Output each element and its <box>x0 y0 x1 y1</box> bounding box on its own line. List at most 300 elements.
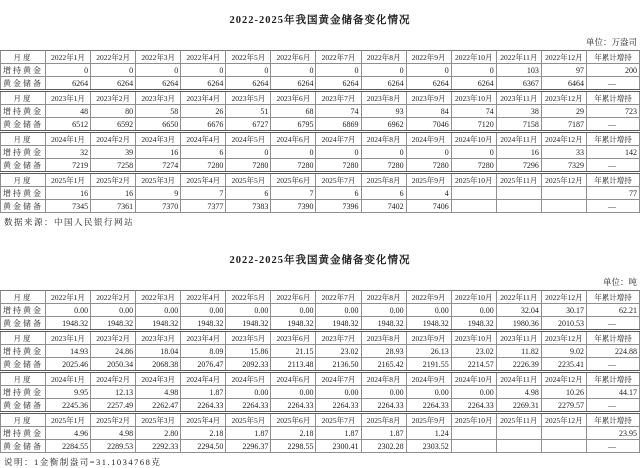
value-cell: 0.00 <box>406 304 451 317</box>
value-cell: 11.82 <box>496 345 541 358</box>
year-header-row-2025 <box>1 173 640 187</box>
total-cell: — <box>587 159 640 173</box>
value-cell <box>541 427 586 440</box>
month-header-cell: 2025年12月 <box>541 413 586 427</box>
value-cell: 0 <box>451 146 496 159</box>
value-cell: 2289.53 <box>91 440 136 453</box>
value-cell: 6264 <box>91 77 136 91</box>
increase-row-2025 <box>1 187 640 200</box>
value-cell: 2302.28 <box>361 440 406 453</box>
value-cell: 0.00 <box>226 304 271 317</box>
value-cell: 30.17 <box>541 304 586 317</box>
value-cell: 2068.38 <box>136 358 181 372</box>
reserve-row-2022 <box>1 317 640 331</box>
month-header-cell: 2022年10月 <box>451 51 496 64</box>
value-cell <box>451 187 496 200</box>
month-header-cell: 2025年3月 <box>136 173 181 187</box>
month-header-cell: 2025年12月 <box>541 173 586 187</box>
month-header-cell: 2025年6月 <box>271 413 316 427</box>
gold-reserve-table-ounces <box>0 50 640 213</box>
value-cell: 7377 <box>181 200 226 213</box>
value-cell: 1.24 <box>406 427 451 440</box>
row-label-cell: 增持黄金 <box>1 187 46 200</box>
month-header-cell: 2024年10月 <box>451 132 496 146</box>
row-label-cell: 黄金储备 <box>1 440 46 453</box>
value-cell: 74 <box>451 105 496 118</box>
month-header-cell: 2025年9月 <box>406 413 451 427</box>
row-label-cell: 黄金储备 <box>1 118 46 132</box>
value-cell: 0.00 <box>181 304 226 317</box>
value-cell <box>451 427 496 440</box>
value-cell: 7361 <box>91 200 136 213</box>
month-header-cell: 2023年3月 <box>136 91 181 105</box>
month-header-cell: 2025年5月 <box>226 173 271 187</box>
value-cell: 97 <box>541 64 586 77</box>
increase-row-2024 <box>1 386 640 399</box>
value-cell: 7383 <box>226 200 271 213</box>
month-header-cell: 2025年5月 <box>226 413 271 427</box>
month-header-cell: 2024年2月 <box>91 132 136 146</box>
annual-total-header: 年累计增持 <box>587 132 640 146</box>
month-header-cell: 2022年5月 <box>226 51 271 64</box>
value-cell: 103 <box>496 64 541 77</box>
month-header-cell: 2023年1月 <box>46 331 91 345</box>
month-col-header: 月度 <box>1 91 46 105</box>
month-header-cell: 2025年10月 <box>451 413 496 427</box>
value-cell: 0.00 <box>361 304 406 317</box>
value-cell: 7 <box>271 187 316 200</box>
month-header-cell: 2023年11月 <box>496 91 541 105</box>
table1-unit-label: 单位：万盎司 <box>585 37 637 47</box>
value-cell: 1948.32 <box>46 317 91 331</box>
value-cell: 0 <box>136 64 181 77</box>
month-header-cell: 2022年6月 <box>271 291 316 304</box>
value-cell: 38 <box>496 105 541 118</box>
value-cell: 2284.55 <box>46 440 91 453</box>
total-cell: — <box>587 317 640 331</box>
value-cell: 7280 <box>406 159 451 173</box>
month-col-header: 月度 <box>1 331 46 345</box>
value-cell: 4.96 <box>46 427 91 440</box>
value-cell: 6264 <box>406 77 451 91</box>
value-cell: 2191.55 <box>406 358 451 372</box>
value-cell: 0.00 <box>316 386 361 399</box>
month-header-cell: 2024年5月 <box>226 132 271 146</box>
value-cell: 6264 <box>136 77 181 91</box>
month-header-cell: 2024年1月 <box>46 372 91 386</box>
month-header-cell: 2023年9月 <box>406 331 451 345</box>
value-cell: 12.13 <box>91 386 136 399</box>
table-section-tons <box>0 252 640 468</box>
value-cell: 7120 <box>451 118 496 132</box>
month-header-cell: 2025年3月 <box>136 413 181 427</box>
value-cell: 2296.37 <box>226 440 271 453</box>
value-cell: 9.95 <box>46 386 91 399</box>
value-cell: 80 <box>91 105 136 118</box>
value-cell: 1980.36 <box>496 317 541 331</box>
month-header-cell: 2022年1月 <box>46 291 91 304</box>
value-cell: 2264.33 <box>181 399 226 413</box>
month-header-cell: 2022年2月 <box>91 291 136 304</box>
total-cell: — <box>587 358 640 372</box>
value-cell <box>451 200 496 213</box>
month-header-cell: 2024年9月 <box>406 372 451 386</box>
value-cell: 4.98 <box>91 427 136 440</box>
value-cell: 48 <box>46 105 91 118</box>
value-cell: 7219 <box>46 159 91 173</box>
value-cell: 9 <box>136 187 181 200</box>
value-cell: 2298.55 <box>271 440 316 453</box>
row-label-cell: 增持黄金 <box>1 105 46 118</box>
value-cell: 2264.33 <box>226 399 271 413</box>
value-cell: 7 <box>181 187 226 200</box>
value-cell: 0 <box>46 64 91 77</box>
month-header-cell: 2024年3月 <box>136 372 181 386</box>
month-header-cell: 2023年4月 <box>181 91 226 105</box>
value-cell: 2262.47 <box>136 399 181 413</box>
value-cell: 7280 <box>181 159 226 173</box>
total-cell: 723 <box>587 105 640 118</box>
value-cell: 1948.32 <box>361 317 406 331</box>
value-cell: 2257.49 <box>91 399 136 413</box>
month-header-cell: 2024年1月 <box>46 132 91 146</box>
value-cell: 0.00 <box>271 304 316 317</box>
month-header-cell: 2023年5月 <box>226 331 271 345</box>
year-header-row-2024 <box>1 372 640 386</box>
value-cell: 6264 <box>46 77 91 91</box>
value-cell: 2136.50 <box>316 358 361 372</box>
value-cell: 0 <box>271 146 316 159</box>
table1-title: 2022-2025年我国黄金储备变化情况 <box>229 15 411 26</box>
increase-row-2023 <box>1 345 640 358</box>
row-label-cell: 黄金储备 <box>1 77 46 91</box>
value-cell: 0.00 <box>226 386 271 399</box>
total-cell: 77 <box>587 187 640 200</box>
month-header-cell: 2025年8月 <box>361 173 406 187</box>
increase-row-2023 <box>1 105 640 118</box>
value-cell: 6264 <box>271 77 316 91</box>
year-header-row-2024 <box>1 132 640 146</box>
value-cell: 7396 <box>316 200 361 213</box>
value-cell: 0 <box>181 64 226 77</box>
value-cell: 33 <box>541 146 586 159</box>
month-header-cell: 2024年5月 <box>226 372 271 386</box>
month-header-cell: 2024年12月 <box>541 372 586 386</box>
month-header-cell: 2023年9月 <box>406 91 451 105</box>
month-header-cell: 2023年12月 <box>541 331 586 345</box>
value-cell: 0 <box>451 64 496 77</box>
total-cell: 62.21 <box>587 304 640 317</box>
value-cell: 1.87 <box>361 427 406 440</box>
table-section-ounces <box>0 12 640 228</box>
total-cell: — <box>587 399 640 413</box>
value-cell: 6795 <box>271 118 316 132</box>
reserve-row-2022 <box>1 77 640 91</box>
annual-total-header: 年累计增持 <box>587 413 640 427</box>
month-col-header: 月度 <box>1 372 46 386</box>
conversion-footnote: 说明：1金衡制盎司=31.1034768克 <box>4 457 162 467</box>
value-cell: 0 <box>271 64 316 77</box>
month-header-cell: 2025年1月 <box>46 173 91 187</box>
increase-row-2022 <box>1 64 640 77</box>
month-header-cell: 2022年8月 <box>361 291 406 304</box>
value-cell: 1948.32 <box>136 317 181 331</box>
value-cell: 26 <box>181 105 226 118</box>
value-cell: 7280 <box>271 159 316 173</box>
month-header-cell: 2025年11月 <box>496 413 541 427</box>
value-cell: 23.02 <box>451 345 496 358</box>
value-cell: 7258 <box>91 159 136 173</box>
month-header-cell: 2024年12月 <box>541 132 586 146</box>
value-cell: 0 <box>406 64 451 77</box>
month-col-header: 月度 <box>1 291 46 304</box>
table2-unit-label: 单位：吨 <box>602 277 637 287</box>
month-header-cell: 2022年12月 <box>541 51 586 64</box>
month-header-cell: 2022年9月 <box>406 51 451 64</box>
annual-total-header: 年累计增持 <box>587 291 640 304</box>
month-header-cell: 2025年8月 <box>361 413 406 427</box>
value-cell: 7158 <box>496 118 541 132</box>
value-cell: 0 <box>406 146 451 159</box>
row-label-cell: 增持黄金 <box>1 304 46 317</box>
month-header-cell: 2022年4月 <box>181 291 226 304</box>
value-cell: 6 <box>226 187 271 200</box>
value-cell: 0.00 <box>316 304 361 317</box>
month-header-cell: 2023年6月 <box>271 331 316 345</box>
month-header-cell: 2024年11月 <box>496 372 541 386</box>
value-cell: 2300.41 <box>316 440 361 453</box>
month-header-cell: 2022年11月 <box>496 291 541 304</box>
value-cell: 58 <box>136 105 181 118</box>
month-header-cell: 2025年4月 <box>181 413 226 427</box>
value-cell: 15.86 <box>226 345 271 358</box>
month-header-cell: 2022年5月 <box>226 291 271 304</box>
month-header-cell: 2024年6月 <box>271 132 316 146</box>
value-cell: 7402 <box>361 200 406 213</box>
value-cell: 2.18 <box>271 427 316 440</box>
value-cell: 2264.33 <box>361 399 406 413</box>
value-cell: 2264.33 <box>451 399 496 413</box>
value-cell: 39 <box>91 146 136 159</box>
total-cell: 200 <box>587 64 640 77</box>
value-cell: 6962 <box>361 118 406 132</box>
value-cell: 2092.33 <box>226 358 271 372</box>
month-header-cell: 2024年3月 <box>136 132 181 146</box>
value-cell: 68 <box>271 105 316 118</box>
value-cell: 0 <box>361 146 406 159</box>
reserve-row-2025 <box>1 440 640 453</box>
value-cell: 2226.39 <box>496 358 541 372</box>
reserve-row-2023 <box>1 118 640 132</box>
value-cell: 6 <box>181 146 226 159</box>
value-cell: 93 <box>361 105 406 118</box>
month-header-cell: 2024年9月 <box>406 132 451 146</box>
value-cell: 4.98 <box>496 386 541 399</box>
value-cell: 16 <box>46 187 91 200</box>
value-cell: 16 <box>91 187 136 200</box>
gold-reserve-table-tons <box>0 290 640 453</box>
month-header-cell: 2024年4月 <box>181 372 226 386</box>
value-cell: 23.02 <box>316 345 361 358</box>
row-label-cell: 黄金储备 <box>1 358 46 372</box>
year-header-row-2023 <box>1 91 640 105</box>
value-cell: 1948.32 <box>91 317 136 331</box>
month-header-cell: 2022年6月 <box>271 51 316 64</box>
row-label-cell: 增持黄金 <box>1 64 46 77</box>
month-header-cell: 2025年1月 <box>46 413 91 427</box>
month-header-cell: 2025年11月 <box>496 173 541 187</box>
month-header-cell: 2022年3月 <box>136 291 181 304</box>
increase-row-2022 <box>1 304 640 317</box>
month-header-cell: 2023年4月 <box>181 331 226 345</box>
value-cell: 2294.50 <box>181 440 226 453</box>
value-cell: 2235.41 <box>541 358 586 372</box>
month-header-cell: 2022年4月 <box>181 51 226 64</box>
value-cell: 7187 <box>541 118 586 132</box>
total-cell: — <box>587 77 640 91</box>
value-cell: 0.00 <box>271 386 316 399</box>
value-cell: 7046 <box>406 118 451 132</box>
value-cell: 1.87 <box>316 427 361 440</box>
value-cell: 29 <box>541 105 586 118</box>
row-label-cell: 黄金储备 <box>1 159 46 173</box>
month-header-cell: 2022年12月 <box>541 291 586 304</box>
value-cell: 1948.32 <box>181 317 226 331</box>
value-cell: 1948.32 <box>271 317 316 331</box>
month-header-cell: 2025年6月 <box>271 173 316 187</box>
row-label-cell: 黄金储备 <box>1 317 46 331</box>
month-header-cell: 2024年7月 <box>316 132 361 146</box>
value-cell: 0 <box>316 64 361 77</box>
month-header-cell: 2025年2月 <box>91 413 136 427</box>
value-cell: 4.98 <box>136 386 181 399</box>
total-cell: — <box>587 200 640 213</box>
month-header-cell: 2023年12月 <box>541 91 586 105</box>
value-cell: 6676 <box>181 118 226 132</box>
month-header-cell: 2024年11月 <box>496 132 541 146</box>
total-cell: 44.17 <box>587 386 640 399</box>
month-col-header: 月度 <box>1 413 46 427</box>
value-cell: 2.18 <box>181 427 226 440</box>
value-cell: 7370 <box>136 200 181 213</box>
value-cell: 2076.47 <box>181 358 226 372</box>
value-cell: 6592 <box>91 118 136 132</box>
value-cell: 2303.52 <box>406 440 451 453</box>
month-col-header: 月度 <box>1 51 46 64</box>
row-label-cell: 黄金储备 <box>1 200 46 213</box>
value-cell: 2214.57 <box>451 358 496 372</box>
value-cell: 1948.32 <box>406 317 451 331</box>
value-cell: 16 <box>136 146 181 159</box>
value-cell: 0.00 <box>361 386 406 399</box>
year-header-row-2022 <box>1 51 640 64</box>
value-cell: 2165.42 <box>361 358 406 372</box>
value-cell: 6727 <box>226 118 271 132</box>
table2-title: 2022-2025年我国黄金储备变化情况 <box>229 255 411 266</box>
month-header-cell: 2024年7月 <box>316 372 361 386</box>
month-header-cell: 2023年8月 <box>361 91 406 105</box>
month-header-cell: 2023年6月 <box>271 91 316 105</box>
value-cell: 7390 <box>271 200 316 213</box>
value-cell: 6367 <box>496 77 541 91</box>
month-header-cell: 2024年10月 <box>451 372 496 386</box>
row-label-cell: 增持黄金 <box>1 386 46 399</box>
month-header-cell: 2022年1月 <box>46 51 91 64</box>
value-cell: 6264 <box>181 77 226 91</box>
total-cell: 23.95 <box>587 427 640 440</box>
value-cell: 0.00 <box>91 304 136 317</box>
month-header-cell: 2022年3月 <box>136 51 181 64</box>
month-header-cell: 2025年9月 <box>406 173 451 187</box>
month-header-cell: 2023年5月 <box>226 91 271 105</box>
month-header-cell: 2023年8月 <box>361 331 406 345</box>
month-header-cell: 2022年2月 <box>91 51 136 64</box>
data-source-note: 数据来源：中国人民银行网站 <box>4 217 135 227</box>
total-cell: 224.88 <box>587 345 640 358</box>
value-cell <box>541 187 586 200</box>
reserve-row-2025 <box>1 200 640 213</box>
value-cell: 2113.48 <box>271 358 316 372</box>
value-cell: 1.87 <box>181 386 226 399</box>
value-cell: 6 <box>361 187 406 200</box>
month-header-cell: 2022年10月 <box>451 291 496 304</box>
value-cell: 7329 <box>541 159 586 173</box>
month-header-cell: 2024年4月 <box>181 132 226 146</box>
value-cell: 0 <box>316 146 361 159</box>
value-cell: 7280 <box>361 159 406 173</box>
value-cell: 84 <box>406 105 451 118</box>
month-header-cell: 2023年3月 <box>136 331 181 345</box>
value-cell: 9.02 <box>541 345 586 358</box>
value-cell: 2279.57 <box>541 399 586 413</box>
total-cell: 142 <box>587 146 640 159</box>
month-header-cell: 2024年2月 <box>91 372 136 386</box>
value-cell <box>451 440 496 453</box>
month-header-cell: 2022年11月 <box>496 51 541 64</box>
increase-row-2024 <box>1 146 640 159</box>
reserve-row-2024 <box>1 399 640 413</box>
value-cell: 74 <box>316 105 361 118</box>
annual-total-header: 年累计增持 <box>587 91 640 105</box>
value-cell: 7345 <box>46 200 91 213</box>
value-cell: 2245.36 <box>46 399 91 413</box>
value-cell: 6264 <box>451 77 496 91</box>
value-cell: 16 <box>496 146 541 159</box>
annual-total-header: 年累计增持 <box>587 51 640 64</box>
value-cell: 2264.33 <box>316 399 361 413</box>
month-header-cell: 2023年10月 <box>451 91 496 105</box>
month-col-header: 月度 <box>1 132 46 146</box>
value-cell: 0.00 <box>136 304 181 317</box>
value-cell <box>496 187 541 200</box>
month-header-cell: 2023年7月 <box>316 331 361 345</box>
value-cell: 18.04 <box>136 345 181 358</box>
value-cell <box>496 200 541 213</box>
row-label-cell: 增持黄金 <box>1 345 46 358</box>
value-cell: 14.93 <box>46 345 91 358</box>
month-header-cell: 2025年7月 <box>316 173 361 187</box>
month-header-cell: 2023年2月 <box>91 331 136 345</box>
month-header-cell: 2023年1月 <box>46 91 91 105</box>
value-cell: 32.04 <box>496 304 541 317</box>
value-cell: 6264 <box>226 77 271 91</box>
annual-total-header: 年累计增持 <box>587 173 640 187</box>
value-cell: 1948.32 <box>316 317 361 331</box>
value-cell: 0.00 <box>46 304 91 317</box>
value-cell <box>541 200 586 213</box>
reserve-row-2023 <box>1 358 640 372</box>
reserve-row-2024 <box>1 159 640 173</box>
